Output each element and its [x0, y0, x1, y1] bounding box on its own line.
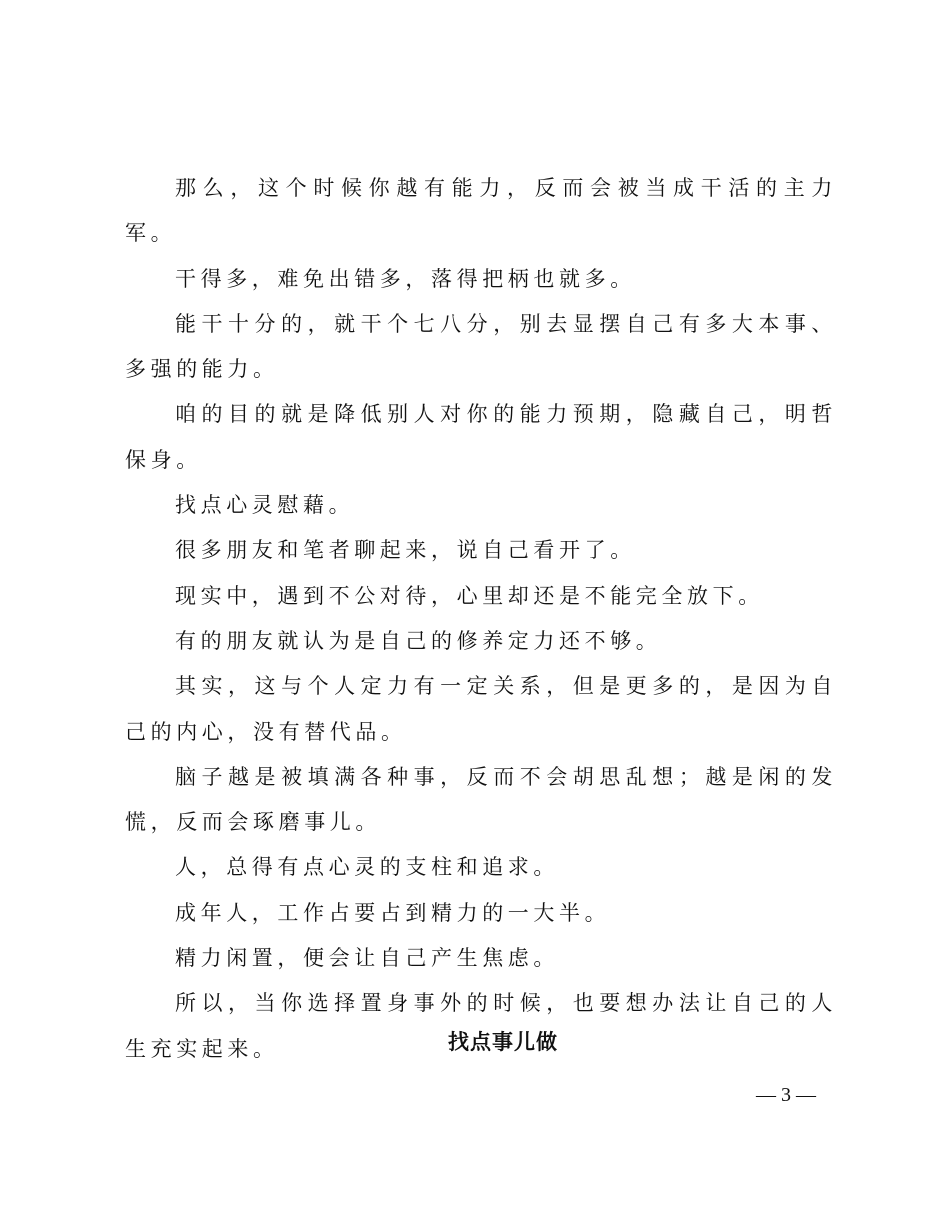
page-number: — 3 —	[756, 1084, 816, 1106]
paragraph: 咱的目的就是降低别人对你的能力预期，隐藏自己，明哲保身。	[125, 402, 837, 472]
section-heading: 找点事儿做	[448, 1029, 558, 1054]
paragraph: 成年人，工作占要占到精力的一大半。	[175, 900, 611, 925]
paragraph: 其实，这与个人定力有一定关系，但是更多的，是因为自己的内心，没有替代品。	[125, 674, 837, 744]
paragraph: 脑子越是被填满各种事，反而不会胡思乱想；越是闲的发慌，反而会琢磨事儿。	[125, 764, 837, 835]
paragraph: 很多朋友和笔者聊起来，说自己看开了。	[175, 538, 636, 563]
paragraph: 找点心灵慰藉。	[175, 493, 355, 518]
paragraph: 有的朋友就认为是自己的修养定力还不够。	[175, 628, 662, 653]
paragraph: 精力闲置，便会让自己产生焦虑。	[175, 946, 559, 971]
paragraph: 人，总得有点心灵的支柱和追求。	[175, 855, 559, 880]
paragraph: 所以，当你选择置身事外的时候，也要想办法让自己的人生充实起来。	[125, 991, 837, 1061]
body-text	[125, 166, 837, 1072]
paragraph: 现实中，遇到不公对待，心里却还是不能完全放下。	[175, 583, 764, 608]
paragraph: 能干十分的，就干个七八分，别去显摆自己有多大本事、多强的能力。	[125, 311, 837, 382]
paragraph: 那么，这个时候你越有能力，反而会被当成干活的主力军。	[125, 176, 837, 246]
paragraph: 干得多，难免出错多，落得把柄也就多。	[175, 266, 636, 291]
